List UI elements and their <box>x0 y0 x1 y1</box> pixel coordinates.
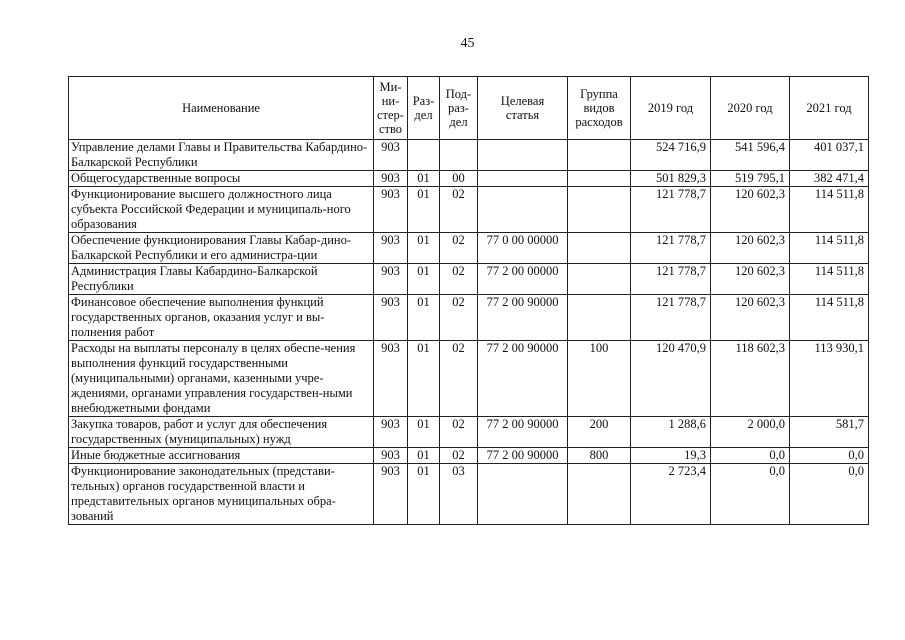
cell-subsection: 03 <box>440 464 478 525</box>
cell-2020: 120 602,3 <box>711 233 790 264</box>
cell-2020: 120 602,3 <box>711 295 790 341</box>
cell-ministry: 903 <box>374 233 408 264</box>
cell-subsection: 02 <box>440 295 478 341</box>
cell-2020: 541 596,4 <box>711 140 790 171</box>
header-2019: 2019 год <box>631 77 711 140</box>
cell-ministry: 903 <box>374 464 408 525</box>
cell-2021: 114 511,8 <box>790 295 869 341</box>
cell-target: 77 2 00 90000 <box>478 341 568 417</box>
cell-2021: 0,0 <box>790 448 869 464</box>
cell-2021: 113 930,1 <box>790 341 869 417</box>
cell-name: Финансовое обеспечение выполнения функций государственных органов, оказания услуг и вы-полнения работ <box>69 295 374 341</box>
header-section-text: Раз- дел <box>412 94 435 122</box>
table-row <box>69 448 869 464</box>
table-row <box>69 233 869 264</box>
header-ministry-text: Ми- ни- стер- ство <box>377 80 404 136</box>
cell-ministry: 903 <box>374 448 408 464</box>
cell-ministry: 903 <box>374 140 408 171</box>
cell-name: Расходы на выплаты персоналу в целях обеспе-чения выполнения функций государственными (муниципальными) органами, казенными учре-ждениями, органами управления государствен-ными внебюджетными фондами <box>69 341 374 417</box>
table-row <box>69 187 869 233</box>
cell-name: Иные бюджетные ассигнования <box>69 448 374 464</box>
cell-group <box>568 140 631 171</box>
cell-2019: 121 778,7 <box>631 295 711 341</box>
table-row <box>69 464 869 525</box>
table-header <box>69 77 869 140</box>
cell-2019: 120 470,9 <box>631 341 711 417</box>
cell-group <box>568 171 631 187</box>
header-section <box>408 77 440 140</box>
header-ministry <box>374 77 408 140</box>
cell-section: 01 <box>408 448 440 464</box>
cell-name: Администрация Главы Кабардино-Балкарской Республики <box>69 264 374 295</box>
cell-subsection: 02 <box>440 187 478 233</box>
cell-target <box>478 171 568 187</box>
table-row <box>69 140 869 171</box>
cell-2019: 2 723,4 <box>631 464 711 525</box>
table-body <box>69 140 869 525</box>
cell-2019: 524 716,9 <box>631 140 711 171</box>
cell-ministry: 903 <box>374 171 408 187</box>
cell-section: 01 <box>408 264 440 295</box>
cell-name: Управление делами Главы и Правительства Кабардино-Балкарской Республики <box>69 140 374 171</box>
cell-2021: 114 511,8 <box>790 233 869 264</box>
cell-name: Функционирование законодательных (представи-тельных) органов государственной власти и представительных органов муниципальных обра-зований <box>69 464 374 525</box>
cell-ministry: 903 <box>374 295 408 341</box>
header-group <box>568 77 631 140</box>
cell-2020: 0,0 <box>711 464 790 525</box>
cell-2020: 120 602,3 <box>711 264 790 295</box>
cell-2021: 581,7 <box>790 417 869 448</box>
cell-2019: 121 778,7 <box>631 264 711 295</box>
cell-2020: 519 795,1 <box>711 171 790 187</box>
header-subsection-text: Под- раз- дел <box>445 87 472 129</box>
cell-2021: 0,0 <box>790 464 869 525</box>
cell-section: 01 <box>408 187 440 233</box>
cell-section: 01 <box>408 464 440 525</box>
cell-group <box>568 464 631 525</box>
cell-group <box>568 233 631 264</box>
table-row <box>69 417 869 448</box>
cell-section <box>408 140 440 171</box>
header-target-text: Целевая статья <box>500 94 545 122</box>
cell-section: 01 <box>408 295 440 341</box>
cell-group <box>568 187 631 233</box>
cell-name: Функционирование высшего должностного лица субъекта Российской Федерации и муниципаль-ного образования <box>69 187 374 233</box>
cell-2020: 2 000,0 <box>711 417 790 448</box>
cell-group: 100 <box>568 341 631 417</box>
cell-target: 77 0 00 00000 <box>478 233 568 264</box>
cell-group <box>568 264 631 295</box>
header-row <box>69 77 869 140</box>
cell-group <box>568 295 631 341</box>
cell-2019: 121 778,7 <box>631 187 711 233</box>
cell-ministry: 903 <box>374 187 408 233</box>
cell-subsection: 02 <box>440 233 478 264</box>
table-row <box>69 295 869 341</box>
table-row <box>69 171 869 187</box>
cell-subsection: 02 <box>440 264 478 295</box>
cell-2019: 1 288,6 <box>631 417 711 448</box>
table-row <box>69 341 869 417</box>
cell-section: 01 <box>408 171 440 187</box>
cell-2020: 0,0 <box>711 448 790 464</box>
header-subsection <box>440 77 478 140</box>
budget-table <box>68 76 869 525</box>
cell-target: 77 2 00 00000 <box>478 264 568 295</box>
cell-target <box>478 464 568 525</box>
cell-name: Общегосударственные вопросы <box>69 171 374 187</box>
header-2021: 2021 год <box>790 77 869 140</box>
cell-subsection: 02 <box>440 448 478 464</box>
cell-target <box>478 187 568 233</box>
cell-target: 77 2 00 90000 <box>478 295 568 341</box>
cell-2020: 120 602,3 <box>711 187 790 233</box>
header-group-text: Группа видов расходов <box>575 87 623 129</box>
cell-name: Обеспечение функционирования Главы Кабар-дино-Балкарской Республики и его администра-ции <box>69 233 374 264</box>
cell-ministry: 903 <box>374 341 408 417</box>
cell-target: 77 2 00 90000 <box>478 417 568 448</box>
cell-section: 01 <box>408 233 440 264</box>
cell-group: 200 <box>568 417 631 448</box>
cell-ministry: 903 <box>374 264 408 295</box>
cell-2021: 401 037,1 <box>790 140 869 171</box>
header-2020: 2020 год <box>711 77 790 140</box>
cell-ministry: 903 <box>374 417 408 448</box>
page-number: 45 <box>460 36 475 51</box>
cell-section: 01 <box>408 417 440 448</box>
header-name: Наименование <box>69 77 374 140</box>
cell-2019: 19,3 <box>631 448 711 464</box>
cell-section: 01 <box>408 341 440 417</box>
cell-target: 77 2 00 90000 <box>478 448 568 464</box>
cell-subsection: 00 <box>440 171 478 187</box>
cell-subsection: 02 <box>440 341 478 417</box>
cell-2020: 118 602,3 <box>711 341 790 417</box>
cell-subsection: 02 <box>440 417 478 448</box>
cell-name: Закупка товаров, работ и услуг для обеспечения государственных (муниципальных) нужд <box>69 417 374 448</box>
cell-2019: 501 829,3 <box>631 171 711 187</box>
cell-2021: 382 471,4 <box>790 171 869 187</box>
cell-target <box>478 140 568 171</box>
cell-2021: 114 511,8 <box>790 187 869 233</box>
cell-group: 800 <box>568 448 631 464</box>
cell-2021: 114 511,8 <box>790 264 869 295</box>
header-target <box>478 77 568 140</box>
cell-subsection <box>440 140 478 171</box>
cell-2019: 121 778,7 <box>631 233 711 264</box>
table-row <box>69 264 869 295</box>
